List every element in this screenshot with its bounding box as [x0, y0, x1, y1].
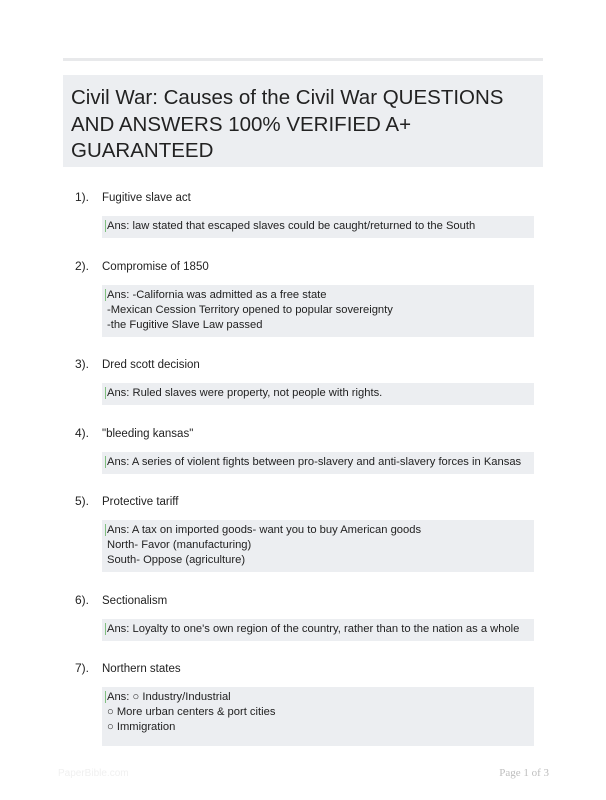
answer-line: ○ Immigration — [107, 721, 176, 733]
answer-box — [102, 520, 534, 572]
footer-watermark: PaperBible.com — [58, 768, 129, 779]
answer-box — [102, 383, 534, 405]
answer-marker — [105, 456, 106, 468]
question-text: "bleeding kansas" — [102, 428, 194, 440]
question-text: Protective tariff — [102, 496, 179, 508]
question-text: Northern states — [102, 663, 181, 675]
answer-line: Ans: A series of violent fights between pro-slavery and anti-slavery forces in Kansas — [107, 456, 522, 468]
answer-marker — [105, 387, 106, 399]
page-title: Civil War: Causes of the Civil War QUESTIONS AND ANSWERS 100% VERIFIED A+ GUARANTEED — [71, 86, 504, 162]
answer-line: Ans: Ruled slaves were property, not people with rights. — [107, 387, 383, 399]
answer-box — [102, 216, 534, 238]
answer-box — [102, 687, 534, 746]
answer-line: Ans: law stated that escaped slaves could be caught/returned to the South — [107, 220, 476, 232]
answer-line: Ans: A tax on imported goods- want you to buy American goods — [107, 524, 422, 536]
answer-line: ○ More urban centers & port cities — [107, 706, 276, 718]
answer-marker — [105, 623, 106, 635]
answer-marker — [105, 220, 106, 232]
title-banner — [63, 75, 543, 167]
question-number: 2). — [75, 259, 90, 273]
question-text: Compromise of 1850 — [102, 261, 209, 273]
answer-marker — [105, 524, 106, 536]
answer-line: South- Oppose (agriculture) — [107, 554, 246, 566]
question-text: Dred scott decision — [102, 359, 200, 371]
answer-line: Ans: ○ Industry/Industrial — [107, 691, 231, 703]
answer-line: -the Fugitive Slave Law passed — [107, 319, 263, 331]
answer-line: Ans: -California was admitted as a free state — [107, 289, 327, 301]
question-number: 5). — [75, 494, 90, 508]
question-number: 4). — [75, 426, 90, 440]
answer-line: -Mexican Cession Territory opened to popular sovereignty — [107, 304, 393, 316]
page-indicator: Page 1 of 3 — [499, 767, 549, 779]
answer-line: Ans: Loyalty to one's own region of the country, rather than to the nation as a whole — [107, 623, 520, 635]
answer-box — [102, 452, 534, 474]
answer-box — [102, 285, 534, 337]
answer-box — [102, 619, 534, 641]
answer-marker — [105, 289, 106, 301]
question-text: Fugitive slave act — [102, 192, 191, 204]
answer-marker — [105, 691, 106, 703]
question-number: 3). — [75, 357, 90, 371]
question-number: 7). — [75, 661, 90, 675]
question-text: Sectionalism — [102, 595, 168, 607]
question-number: 6). — [75, 593, 90, 607]
answer-line: North- Favor (manufacturing) — [107, 539, 252, 551]
question-number: 1). — [75, 190, 90, 204]
top-divider — [63, 58, 543, 61]
